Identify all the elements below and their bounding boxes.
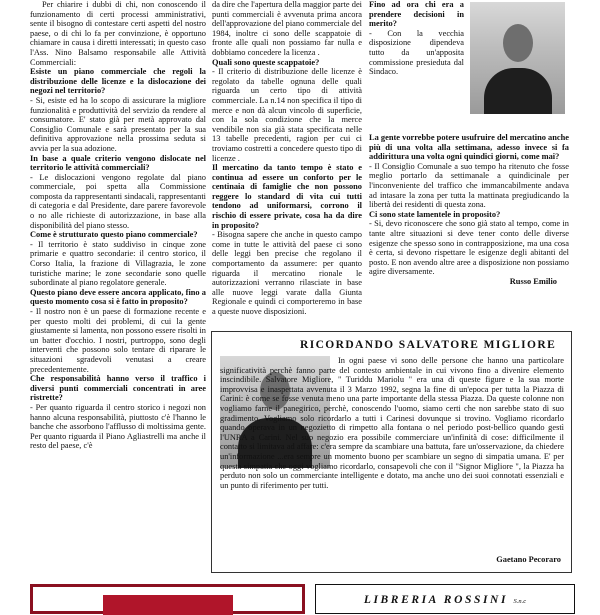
question: In base a quale criterio vengono dislocate nel territorio le attività commerciali? [30,153,206,173]
answer: - Si, devo riconoscere che sono già stato al tempo, come in tante altre situazioni si deve tener conto delle diverse esigenze che spesso sono in contrapposizione, ma una cosa è certa, si devono rispettare le esigenze degli abitanti del posto. E non avendo altre aree a disposizione non possiamo agire diversamente. [369,219,569,277]
answer: - Con la vecchia disposizione dipendeva tutto da un'apposita commissione presieduta dal Sindaco. [369,28,464,77]
column-3-bottom [369,133,569,287]
advertisement-libreria-rossini [315,584,575,614]
question: Quali sono queste scappatoie? [212,57,320,67]
question: Che responsabilità hanno verso il traffico i diversi punti commerciali concentrati in aree ristrette? [30,374,206,403]
answer: - Si, esiste ed ha lo scopo di assicurare la migliore funzionalità e produttività del servizio da rendere al consumatore. E' stato già per metà approvato dal Consiglio Comunale e sarà presentato per la sua definitiva approvazione nella prossima seduta si avvia per la sua adozione. [30,95,206,153]
question: Fino ad ora chi era a prendere decisioni in merito? [369,0,464,29]
question: Il mercatino da tanto tempo è stato e continua ad essere un conforto per le centinaia di famiglie che non possono reggere lo standard di vita cui tutti tendono ad uniformarsi, corrono il rischio di essere private, cosa ha da dire in proposito? [212,163,362,230]
column-2 [212,0,362,317]
answer: - Il Consiglio Comunale a suo tempo ha ritenuto che fosse meglio portarlo da settimanale a quindicinale per l'inconveniente del traffico che immancabilmente andava ad intasare la zona per tutta la mattinata pregiudicando la libertà dei residenti di questa zona. [369,161,569,210]
answer: - Il criterio di distribuzione delle licenze è regolato da tabelle ognuna delle quali riguarda un certo tipo di attività commerciale. La n.14 non specifica il tipo di merce e non dà alcun vincolo di superficie, con la sola condizione che la merce vendibile non sia già stata specificata nelle 13 tabelle precedenti, ragion per cui ci troviamo costretti a concedere questo tipo di licenze . [212,67,363,163]
memorial-title: RICORDANDO SALVATORE MIGLIORE [300,339,557,351]
answer: - Il nostro non è un paese di formazione recente e per questo molti dei problemi, di cui la gente giustamente si lamenta, non possono essere risolti in un batter d'occhio. I nostri, purtroppo, sono degli interventi che possono solo tentare di riparare le situazioni sgradevoli venutasi a creare precedentemente. [30,307,206,374]
memorial-signature: Gaetano Pecoraro [496,555,561,564]
memorial-box [211,331,572,573]
intro-paragraph: Per chiarire i dubbi di chi, non conoscendo il funzionamento di certi processi amministrativi, sente il bisogno di contestare certi aspetti del nostro paese, o di chi lo fa per convinzione, è opportuno chiamare in causa i diretti interessati; in questo caso l'Ass. Nino Balsamo responsabile alle Attività Commerciali: [30,0,206,67]
portrait-photo-nino-balsamo [470,2,565,114]
answer: - Per quanto riguarda il centro storico i negozi non hanno alcuna responsabilità, piuttosto c'è l'hanno le banche che assorbono l'afflusso di moltissima gente. Per quanto riguarda il Piano Agliastrelli ma anche il resto del paese, c'è [30,402,206,451]
question: Questo piano deve essere ancora applicato, fino a questo momento cosa si è fatto in proposito? [30,287,206,307]
memorial-text: In ogni paese vi sono delle persone che hanno una particolare significatività perchè fanno parte del contesto ambientale in cui vivono fino a divenire elemento inscindibile. Salvatore Migliore, " Turiddu Mariolu " era una di queste figure e la sua morte improvvisa e inaspettata avvenuta il 3 Marzo 1992, segna la fine di un'epoca per tutta la Piazza di Carini: è come se fosse venuta meno una parte importante della stessa Piazza. Da queste colonne non vogliamo farne il panegirico, perchè, conoscendo l'uomo, siamo certi che non sarebbe stato di suo gradimento. Vogliamo solo ricordarlo a tutti i Carinesi dovunque si trovino. Vogliamo ricordarlo quando operava in un negozietto di rimpetto alla fontana o nel periodo post-bellico quando gestì l'UNRA a Carini. Nel suo negozio era possibile commerciare un'infinità di cose: difficilmente il contatto si limitava ad affare: c'era sempre da scambiare una battuta, fare un'osservazione, da chiedere un'informazione ...era sempre un momento buono per scambiare un segno di simpatia umana. E' per questa simpatia che oggi vogliamo ricordarlo, consapevoli che con il "Signor Migliore ", la Piazza ha perduto non solo un commerciante intelligente e dotato, ma anche uno dei suoi connotati essenziali e un punto di riferimento per tutti. [220,356,564,490]
question: La gente vorrebbe potere usufruire del mercatino anche più di una volta alla settimana, adesso invece si fa addirittura una volta ogni quindici giorni, come mai? [369,133,569,162]
ad-red-block [103,595,233,615]
advertisement-left [30,584,305,614]
ad-suffix: S.n.c [513,598,527,605]
answer: - Le dislocazioni vengono regolate dal piano commerciale, poi spetta alla Commissione composta da rappresentanti sindacali, rappresentanti di categoria e dal Presidente, dare parere favorevole o no alle richieste di autorizzazione, in base alla disponibilità del piano stesso. [30,172,206,230]
question: Esiste un piano commerciale che regoli la distribuzione delle licenze e la dislocazione dei negozi nel territorio? [30,67,206,96]
question: Ci sono state lamentele in proposito? [369,209,501,219]
column-1 [30,0,206,451]
answer: - Bisogna sapere che anche in questo campo come in tutte le attività del paese ci sono delle leggi ben precise che regolano il comportamento da assumere: per quanto riguarda il mercatino rionale le autorizzazioni verranno rilasciate in base alle nuove leggi varate dalla Giunta Regionale e quindi ci comporteremo in base a queste nuove disposizioni. [212,230,362,316]
author-signature: Russo Emilio [509,276,557,286]
column-3-top [369,0,464,77]
question: Come è strutturato questo piano commerciale? [30,230,198,240]
paragraph: da dire che l'apertura della maggior parte dei punti commerciali è avvenuta prima ancora dell'approvazione del piano commerciale del 1984, inoltre ci sono delle scappatoie di fronte alle quali non possiamo far nulla e dobbiamo concedere la licenza . [212,0,362,57]
ad-name: LIBRERIA ROSSINI S.n.c [363,594,527,606]
answer: - Il territorio è stato suddiviso in cinque zone primarie e quattro secondarie: il centro storico, il Corso Italia, la frazione di Villagrazia, le zone turistiche marine; le zone secondarie sono quelle subordinate al piano regolatore generale. [30,239,206,288]
